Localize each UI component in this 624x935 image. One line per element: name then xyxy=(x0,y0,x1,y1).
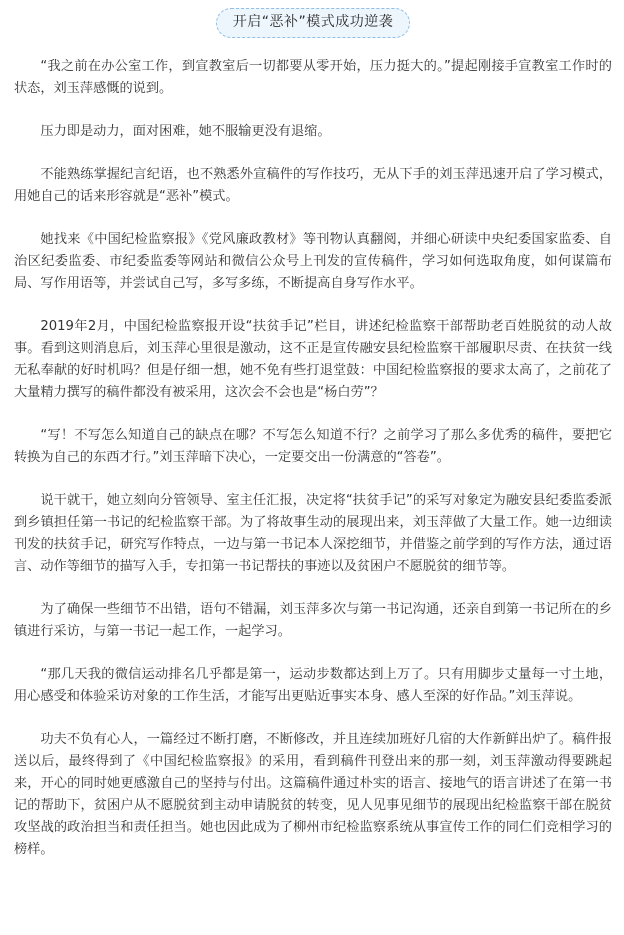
paragraph: “我之前在办公室工作，到宣教室后一切都要从零开始，压力挺大的。”提起刚接手宣教室工作时的状态，刘玉萍感慨的说到。 xyxy=(14,59,612,96)
paragraph: 为了确保一些细节不出错，语句不错漏，刘玉萍多次与第一书记沟通，还亲自到第一书记所在的乡镇进行采访，与第一书记一起工作，一起学习。 xyxy=(14,602,612,639)
paragraph: 功夫不负有心人，一篇经过不断打磨，不断修改，并且连续加班好几宿的大作新鲜出炉了。稿件报送以后，最终得到了《中国纪检监察报》的采用，看到稿件刊登出来的那一刻，刘玉萍激动得要跳起来，开心的同时她更感激自己的坚持与付出。这篇稿件通过朴实的语言、接地气的语言讲述了在第一书记的帮助下，贫困户从不愿脱贫到主动申请脱贫的转变，见人见事见细节的展现出纪检监察干部在脱贫攻坚战的政治担当和责任担当。她也因此成为了柳州市纪检监察系统从事宣传工作的同仁们竞相学习的榜样。 xyxy=(14,732,612,857)
paragraph: “那几天我的微信运动排名几乎都是第一，运动步数都达到上万了。只有用脚步丈量每一寸土地，用心感受和体验采访对象的工作生活，才能写出更贴近事实本身、感人至深的好作品。”刘玉萍说。 xyxy=(14,667,612,704)
section-title: 开启“恶补”模式成功逆袭 xyxy=(216,8,411,38)
title-container xyxy=(14,0,612,38)
paragraph: 压力即是动力，面对困难，她不服输更没有退缩。 xyxy=(40,124,331,139)
paragraph: 说干就干，她立刻向分管领导、室主任汇报，决定将“扶贫手记”的采写对象定为融安县纪委监委派到乡镇担任第一书记的纪检监察干部。为了将故事生动的展现出来，刘玉萍做了大量工作。她一边细读刊发的扶贫手记，研究写作特点，一边与第一书记本人深挖细节，并借鉴之前学到的写作方法，通过语言、动作等细节的描写入手，专扣第一书记帮扶的事迹以及贫困户不愿脱贫的细节等。 xyxy=(14,493,612,574)
paragraph: 2019年2月，中国纪检监察报开设“扶贫手记”栏目，讲述纪检监察干部帮助老百姓脱贫的动人故事。看到这则消息后，刘玉萍心里很是激动，这不正是宣传融安县纪检监察干部履职尽责、在扶贫一线无私奉献的好时机吗？但是仔细一想，她不免有些打退堂鼓：中国纪检监察报的要求太高了，之前花了大量精力撰写的稿件都没有被采用，这次会不会也是“杨白劳”？ xyxy=(14,319,612,400)
paragraph: 她找来《中国纪检监察报》《党风廉政教材》等刊物认真翻阅，并细心研读中央纪委国家监委、自治区纪委监委、市纪委监委等网站和微信公众号上刊发的宣传稿件，学习如何选取角度，如何谋篇布局、写作用语等，并尝试自己写，多写多练，不断提高自身写作水平。 xyxy=(14,232,612,291)
paragraph: “写！不写怎么知道自己的缺点在哪？不写怎么知道不行？之前学习了那么多优秀的稿件，要把它转换为自己的东西才行。”刘玉萍暗下决心，一定要交出一份满意的“答卷”。 xyxy=(14,428,612,465)
article-body xyxy=(14,56,612,861)
paragraph: 不能熟练掌握纪言纪语，也不熟悉外宣稿件的写作技巧，无从下手的刘玉萍迅速开启了学习模式，用她自己的话来形容就是“恶补”模式。 xyxy=(14,167,612,204)
